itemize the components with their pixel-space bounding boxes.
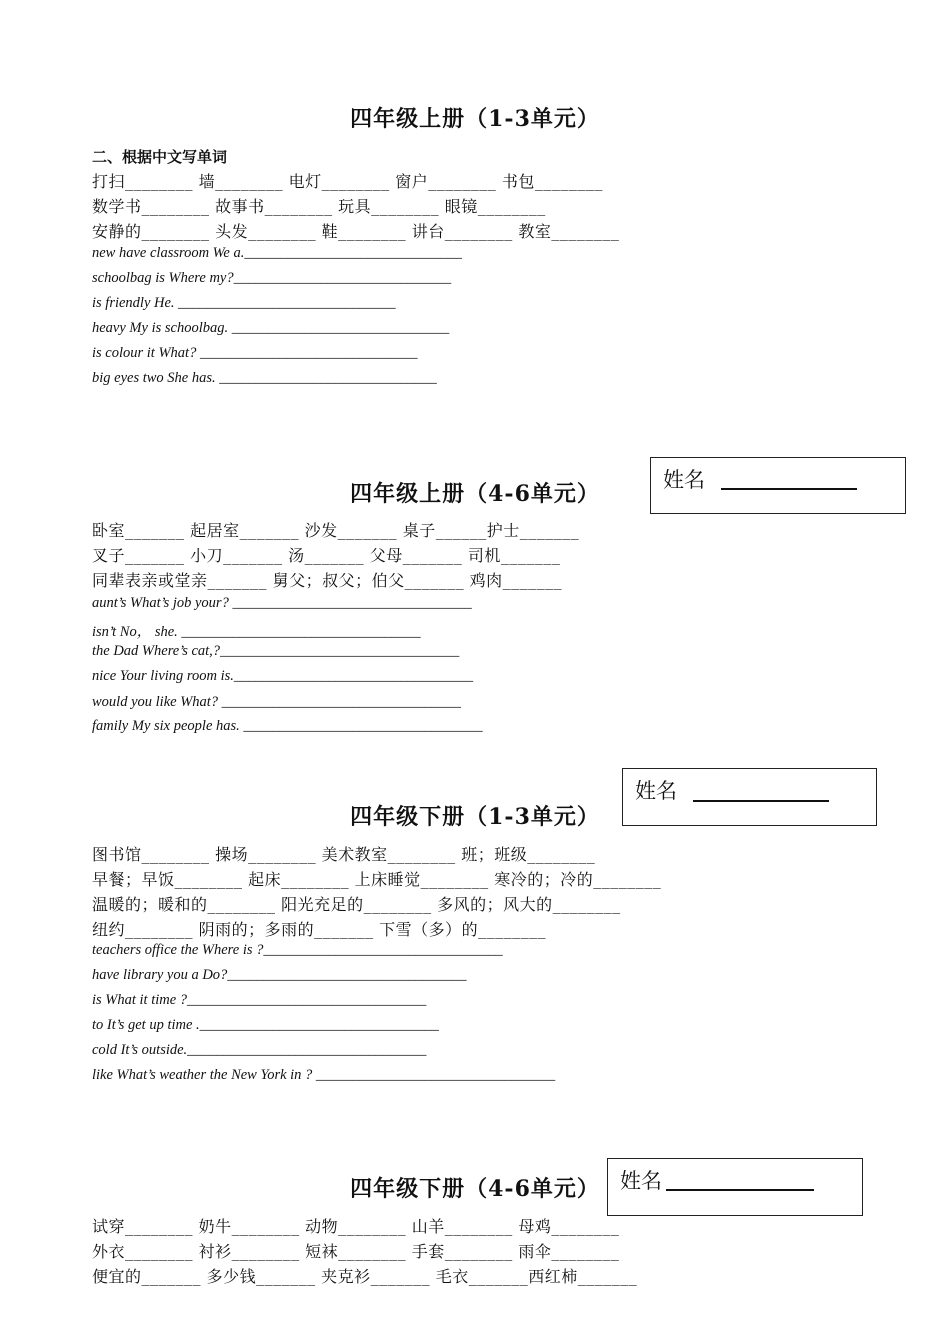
section3-sentence: like What’s weather the New York in ? _________________________________ (92, 1067, 556, 1083)
name-label: 姓名 (635, 779, 677, 803)
section2-title: 四年级上册（4-6单元） (350, 481, 600, 507)
section1-vocab-row: 打扫________ 墙________ 电灯________ 窗户________ 书包________ (92, 172, 603, 191)
name-label: 姓名 (620, 1169, 662, 1193)
section1-sentence: schoolbag is Where my?______________________________ (92, 270, 452, 286)
section3-sentence: have library you a Do?_________________________________ (92, 967, 467, 983)
section2-sentence: would you like What? _________________________________ (92, 694, 461, 710)
section4-vocab-row: 试穿________ 奶牛________ 动物________ 山羊________ 母鸡________ (92, 1217, 620, 1236)
section3-sentence: cold It’s outside._________________________________ (92, 1042, 427, 1058)
section3-title: 四年级下册（1-3单元） (350, 804, 600, 830)
section3-sentence: teachers office the Where is ?_________________________________ (92, 942, 503, 958)
section3-sentence: to It’s get up time ._________________________________ (92, 1017, 439, 1033)
section1-title: 四年级上册（1-3单元） (350, 106, 600, 132)
section2-vocab-row: 同辈表亲或堂亲_______ 舅父；叔父；伯父_______ 鸡肉_______ (92, 571, 563, 590)
section2-sentence: aunt’s What’s job your? _________________________________ (92, 595, 472, 611)
section1-vocab-row: 数学书________ 故事书________ 玩具________ 眼镜________ (92, 197, 546, 216)
name-label: 姓名 (663, 468, 705, 492)
section2-sentence: nice Your living room is._________________________________ (92, 668, 474, 684)
section1-subheading: 二、根据中文写单词 (92, 148, 228, 166)
section3-sentence: is What it time ?_________________________________ (92, 992, 427, 1008)
section1-sentence: is friendly He. ______________________________ (92, 295, 396, 311)
section2-sentence: isn’t No， she. _________________________________ (92, 624, 421, 640)
section1-sentence: is colour it What? ______________________________ (92, 345, 418, 361)
section2-sentence: the Dad Where’s cat,?_________________________________ (92, 643, 460, 659)
section4-title: 四年级下册（4-6单元） (350, 1176, 600, 1202)
section1-vocab-row: 安静的________ 头发________ 鞋________ 讲台________ 教室________ (92, 222, 620, 241)
section4-vocab-row: 外衣________ 衬衫________ 短袜________ 手套________ 雨伞________ (92, 1242, 620, 1261)
section1-sentence: new have classroom We a.______________________________ (92, 245, 462, 261)
section3-vocab-row: 图书馆________ 操场________ 美术教室________ 班；班级________ (92, 845, 596, 864)
section2-vocab-row: 叉子_______ 小刀_______ 汤_______ 父母_______ 司机_______ (92, 546, 561, 565)
section1-sentence: big eyes two She has. ______________________________ (92, 370, 437, 386)
section1-sentence: heavy My is schoolbag. ______________________________ (92, 320, 450, 336)
section4-vocab-row: 便宜的_______ 多少钱_______ 夹克衫_______ 毛衣_______西红柿_______ (92, 1267, 638, 1286)
section3-vocab-row: 温暖的；暖和的________ 阳光充足的________ 多风的；风大的________ (92, 895, 621, 914)
section2-sentence: family My six people has. _________________________________ (92, 718, 483, 734)
section2-vocab-row: 卧室_______ 起居室_______ 沙发_______ 桌子______护士_______ (92, 521, 580, 540)
section3-vocab-row: 早餐；早饭________ 起床________ 上床睡觉________ 寒冷的；冷的________ (92, 870, 662, 889)
section3-vocab-row: 纽约________ 阴雨的；多雨的_______ 下雪（多）的________ (92, 920, 547, 939)
